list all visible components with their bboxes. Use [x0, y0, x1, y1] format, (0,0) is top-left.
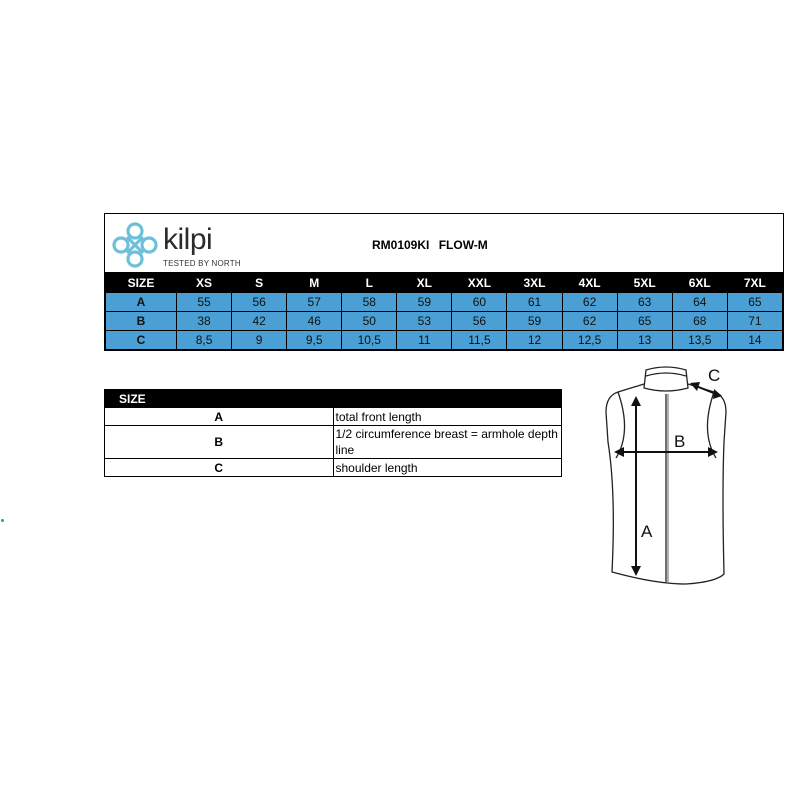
- table-cell: 61: [507, 293, 562, 312]
- table-cell: 65: [727, 293, 782, 312]
- table-cell: 60: [452, 293, 507, 312]
- table-row: [106, 312, 783, 331]
- table-cell: 64: [672, 293, 727, 312]
- row-label: C: [106, 331, 177, 350]
- knot-icon: [111, 221, 159, 269]
- table-cell: 53: [397, 312, 452, 331]
- table-cell: 9: [232, 331, 287, 350]
- table-cell: 50: [342, 312, 397, 331]
- table-cell: 11,5: [452, 331, 507, 350]
- size-header-cell: L: [342, 274, 397, 293]
- table-cell: 13,5: [672, 331, 727, 350]
- table-cell: 8,5: [177, 331, 232, 350]
- table-cell: 57: [287, 293, 342, 312]
- table-cell: 58: [342, 293, 397, 312]
- legend-row: [105, 408, 562, 426]
- size-header-cell: S: [232, 274, 287, 293]
- table-cell: 55: [177, 293, 232, 312]
- legend-header-label: SIZE: [105, 390, 562, 408]
- table-cell: 68: [672, 312, 727, 331]
- brand-tagline: TESTED BY NORTH: [163, 259, 241, 268]
- dimension-label-a: A: [641, 522, 653, 541]
- size-header-cell: 5XL: [617, 274, 672, 293]
- table-cell: 14: [727, 331, 782, 350]
- row-label: A: [106, 293, 177, 312]
- dimension-label-b: B: [674, 432, 686, 451]
- stray-dot: [1, 519, 4, 522]
- legend-header-row: [105, 390, 562, 408]
- table-cell: 42: [232, 312, 287, 331]
- table-cell: 9,5: [287, 331, 342, 350]
- size-chart-table: [104, 213, 784, 351]
- size-grid: [105, 273, 783, 350]
- table-cell: 59: [397, 293, 452, 312]
- table-cell: 38: [177, 312, 232, 331]
- legend-key: B: [105, 426, 334, 459]
- table-cell: 10,5: [342, 331, 397, 350]
- brand-logo: [111, 219, 261, 271]
- size-header-cell: XXL: [452, 274, 507, 293]
- size-header-row: [106, 274, 783, 293]
- size-header-cell: 7XL: [727, 274, 782, 293]
- legend-description: total front length: [333, 408, 562, 426]
- dimension-label-c: C: [708, 366, 721, 385]
- measurement-legend: [104, 389, 562, 477]
- size-header-label: SIZE: [106, 274, 177, 293]
- size-header-cell: XL: [397, 274, 452, 293]
- table-cell: 46: [287, 312, 342, 331]
- row-label: B: [106, 312, 177, 331]
- legend-row: [105, 459, 562, 477]
- table-cell: 12,5: [562, 331, 617, 350]
- table-cell: 63: [617, 293, 672, 312]
- table-cell: 13: [617, 331, 672, 350]
- size-header-cell: 6XL: [672, 274, 727, 293]
- table-cell: 71: [727, 312, 782, 331]
- table-cell: 12: [507, 331, 562, 350]
- table-row: [106, 293, 783, 312]
- vest-diagram: [596, 362, 756, 590]
- size-header-cell: M: [287, 274, 342, 293]
- product-code: RM0109KI: [372, 238, 430, 252]
- brand-name: kilpi: [163, 223, 213, 256]
- size-header-cell: 3XL: [507, 274, 562, 293]
- table-row: [106, 331, 783, 350]
- legend-description: 1/2 circumference breast = armhole depth line: [333, 426, 562, 459]
- size-header-cell: 4XL: [562, 274, 617, 293]
- legend-row: [105, 426, 562, 459]
- legend-description: shoulder length: [333, 459, 562, 477]
- table-cell: 56: [232, 293, 287, 312]
- legend-key: C: [105, 459, 334, 477]
- table-cell: 62: [562, 312, 617, 331]
- legend-key: A: [105, 408, 334, 426]
- product-title: [372, 238, 488, 252]
- table-cell: 62: [562, 293, 617, 312]
- table-cell: 65: [617, 312, 672, 331]
- size-chart-header: [105, 214, 783, 273]
- table-cell: 56: [452, 312, 507, 331]
- table-cell: 11: [397, 331, 452, 350]
- vest-icon: [596, 362, 756, 590]
- product-name: FLOW-M: [438, 238, 488, 252]
- table-cell: 59: [507, 312, 562, 331]
- size-header-cell: XS: [177, 274, 232, 293]
